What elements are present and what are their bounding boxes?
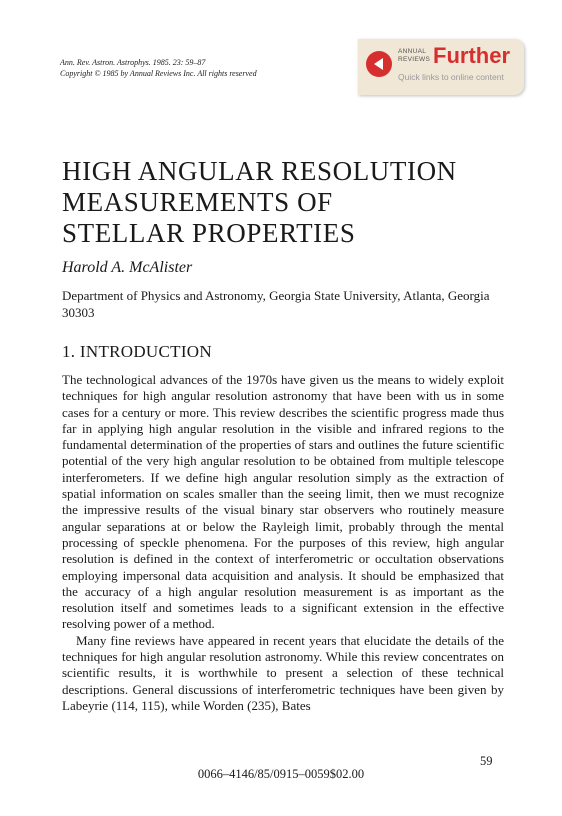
title-line-3: STELLAR PROPERTIES — [62, 218, 356, 248]
title-line-2: MEASUREMENTS OF — [62, 187, 333, 217]
section-heading: 1. INTRODUCTION — [62, 342, 212, 361]
page-number: 59 — [480, 754, 493, 768]
quick-links-label: Quick links to online content — [398, 72, 504, 82]
title-line-1: HIGH ANGULAR RESOLUTION — [62, 156, 457, 186]
journal-citation — [60, 58, 257, 79]
further-links-badge[interactable] — [358, 39, 524, 95]
arrow-left-icon — [366, 51, 392, 77]
article-title — [62, 156, 457, 249]
annual-reviews-logo-text: ANNUAL REVIEWS — [398, 48, 431, 63]
paragraph: The technological advances of the 1970s have given us the means to widely exploit techniques for high angular resolution astronomy that have been with us in some cases for a century or more. This review describes the scientific progress made thus far in applying high angular resolution in the visible and infrared regions to the fundamental determination of the properties of stars and outlines the future scientific potential of the very high angular resolution to be obtained from multiple telescope interferometers. If we define high angular resolution simply as the extraction of spatial information on scales smaller than the seeing limit, then we must recognize the impressive results of the visual binary star observers who routinely measure angular separations at or below the Rayleigh limit, probably through the mental processing of speckle phenomena. For the purposes of this review, high angular resolution is defined in the context of interferometric or occultation observations employing impersonal data acquisition and analysis. It should be emphasized that the accuracy of a high angular resolution measurement is as important as the resolution itself and sometimes leads to a significant extension in the effective resolving power of a method. — [62, 372, 504, 632]
journal-line-2: Copyright © 1985 by Annual Reviews Inc. All rights reserved — [60, 68, 257, 78]
paragraph: Many fine reviews have appeared in recent years that elucidate the details of the techniques for high angular resolution astronomy. While this review concentrates on scientific results, it is worthwhile to present a selection of these technical descriptions. General discussions of interferometric techniques have been given by Labeyrie (114, 115), while Worden (235), Bates — [62, 632, 504, 713]
journal-line-1: Ann. Rev. Astron. Astrophys. 1985. 23: 59–87 — [60, 58, 206, 67]
author-affiliation: Department of Physics and Astronomy, Georgia State University, Atlanta, Georgia 30303 — [62, 288, 490, 320]
further-label: Further — [433, 43, 510, 68]
author-name: Harold A. McAlister — [62, 259, 193, 276]
article-body — [62, 372, 504, 714]
article-code: 0066–4146/85/0915–0059$02.00 — [197, 767, 365, 781]
